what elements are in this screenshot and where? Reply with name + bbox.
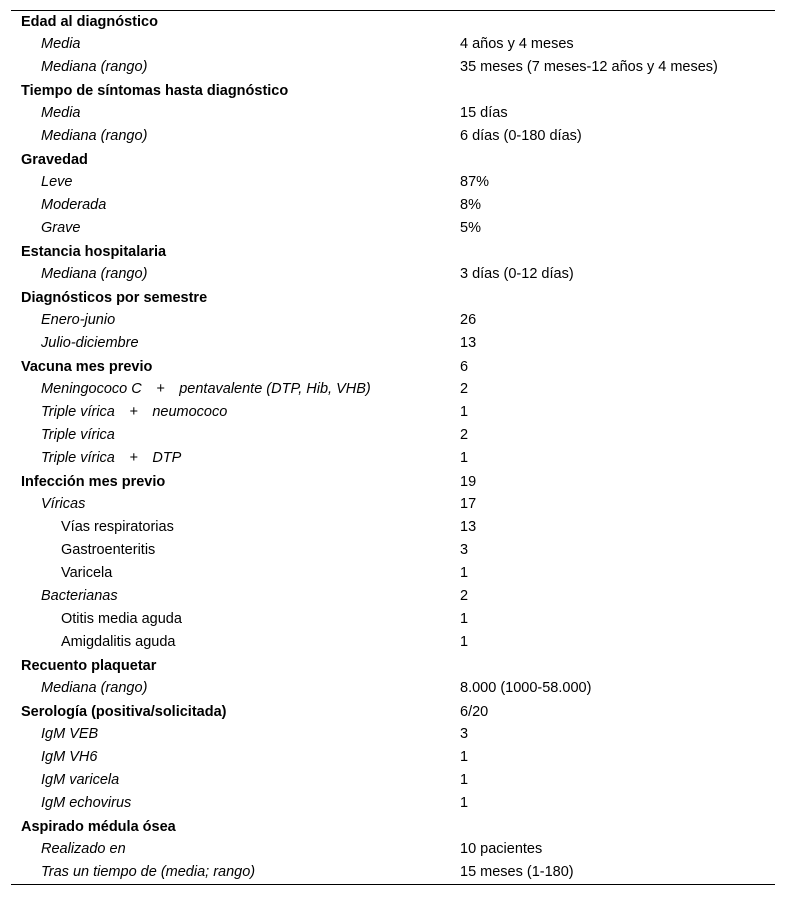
row-value: 3 días (0-12 días) (460, 266, 574, 282)
table-section-row (11, 240, 775, 263)
row-label: Meningococo C + pentavalente (DTP, Hib, VHB) (41, 381, 371, 397)
table-row (11, 723, 775, 746)
table-row (11, 194, 775, 217)
row-label: IgM VH6 (41, 749, 98, 765)
row-value: 2 (460, 427, 469, 443)
row-value: 5% (460, 220, 481, 236)
row-label: Tras un tiempo de (media; rango) (41, 864, 256, 880)
row-value (450, 654, 775, 677)
table-row (11, 125, 775, 148)
table-row (11, 677, 775, 700)
row-value: 6 días (0-180 días) (460, 128, 582, 144)
row-label: Vías respiratorias (61, 519, 174, 535)
row-label: Otitis media aguda (61, 611, 182, 627)
table-row (11, 746, 775, 769)
section-heading: Edad al diagnóstico (21, 14, 158, 30)
row-label: Media (41, 36, 81, 52)
row-label: Enero-junio (41, 312, 116, 328)
row-label: Julio-diciembre (41, 335, 139, 351)
row-label: Mediana (rango) (41, 59, 148, 75)
row-value: 4 años y 4 meses (460, 36, 574, 52)
table-section-row (11, 286, 775, 309)
table-row (11, 562, 775, 585)
table-row (11, 56, 775, 79)
section-heading: Aspirado médula ósea (21, 819, 176, 835)
row-value: 1 (460, 634, 469, 650)
table-row (11, 516, 775, 539)
row-label: Moderada (41, 197, 107, 213)
section-heading: Gravedad (21, 152, 88, 168)
row-value (450, 240, 775, 263)
row-label: Realizado en (41, 841, 126, 857)
table-row (11, 608, 775, 631)
section-heading: Tiempo de síntomas hasta diagnóstico (21, 83, 289, 99)
row-value (450, 286, 775, 309)
table-row (11, 792, 775, 815)
row-label: IgM varicela (41, 772, 120, 788)
row-label: Grave (41, 220, 81, 236)
row-label: IgM echovirus (41, 795, 132, 811)
table-section-row (11, 148, 775, 171)
section-heading: Estancia hospitalaria (21, 244, 167, 260)
row-value: 87% (460, 174, 490, 190)
row-value: 17 (460, 496, 477, 512)
row-label: Mediana (rango) (41, 680, 148, 696)
row-label: Varicela (61, 565, 113, 581)
row-value (450, 11, 775, 33)
row-value: 10 pacientes (460, 841, 543, 857)
row-label: IgM VEB (41, 726, 99, 742)
table-row (11, 838, 775, 861)
table-section-row (11, 11, 775, 33)
row-label: Amigdalitis aguda (61, 634, 176, 650)
table-section-row (11, 79, 775, 102)
row-value: 8% (460, 197, 481, 213)
table-row (11, 378, 775, 401)
row-value: 1 (460, 795, 469, 811)
row-label: Mediana (rango) (41, 266, 148, 282)
table-section-row (11, 470, 775, 493)
section-heading: Vacuna mes previo (21, 359, 153, 375)
table-body (11, 11, 775, 884)
row-value: 26 (460, 312, 477, 328)
row-value: 1 (460, 404, 469, 420)
row-value: 13 (460, 519, 477, 535)
row-value: 3 (460, 542, 469, 558)
row-label: Triple vírica + DTP (41, 450, 182, 466)
clinical-data-table (11, 11, 775, 884)
row-value: 2 (460, 381, 469, 397)
row-value (450, 148, 775, 171)
section-heading: Diagnósticos por semestre (21, 290, 208, 306)
row-value: 1 (460, 450, 469, 466)
row-label: Triple vírica (41, 427, 115, 443)
table-row (11, 33, 775, 56)
table-section-row (11, 700, 775, 723)
table-section-row (11, 654, 775, 677)
row-value: 15 días (460, 105, 508, 121)
row-value: 1 (460, 749, 469, 765)
row-value: 6 (460, 359, 469, 375)
row-label: Triple vírica + neumococo (41, 404, 228, 420)
row-value: 15 meses (1-180) (460, 864, 574, 880)
row-value: 2 (460, 588, 469, 604)
table-row (11, 585, 775, 608)
row-label: Bacterianas (41, 588, 118, 604)
section-heading: Serología (positiva/solicitada) (21, 704, 227, 720)
table-row (11, 401, 775, 424)
row-label: Leve (41, 174, 73, 190)
table-row (11, 447, 775, 470)
table-row (11, 424, 775, 447)
row-value: 3 (460, 726, 469, 742)
row-label: Media (41, 105, 81, 121)
row-label: Mediana (rango) (41, 128, 148, 144)
table-section-row (11, 355, 775, 378)
row-value (450, 815, 775, 838)
section-heading: Recuento plaquetar (21, 658, 157, 674)
row-value (450, 79, 775, 102)
table-row (11, 171, 775, 194)
row-value: 13 (460, 335, 477, 351)
table-row (11, 263, 775, 286)
row-value: 1 (460, 772, 469, 788)
table-row (11, 217, 775, 240)
data-table-container (11, 10, 775, 885)
table-row (11, 861, 775, 884)
row-value: 1 (460, 611, 469, 627)
table-row (11, 539, 775, 562)
row-value: 19 (460, 474, 477, 490)
row-label: Víricas (41, 496, 86, 512)
row-label: Gastroenteritis (61, 542, 156, 558)
table-row (11, 332, 775, 355)
row-value: 6/20 (460, 704, 489, 720)
table-section-row (11, 815, 775, 838)
table-row (11, 769, 775, 792)
section-heading: Infección mes previo (21, 474, 166, 490)
table-row (11, 493, 775, 516)
table-row (11, 631, 775, 654)
table-row (11, 102, 775, 125)
row-value: 8.000 (1000-58.000) (460, 680, 592, 696)
row-value: 1 (460, 565, 469, 581)
table-row (11, 309, 775, 332)
row-value: 35 meses (7 meses-12 años y 4 meses) (460, 59, 718, 75)
